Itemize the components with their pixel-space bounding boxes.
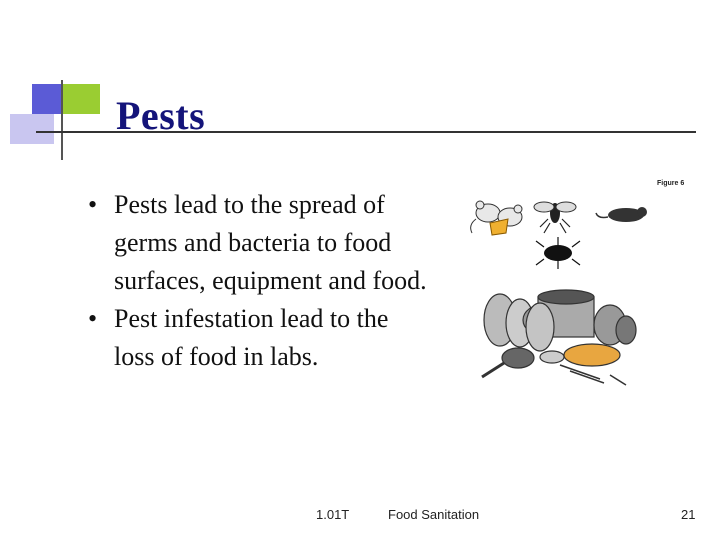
kitchenware-icon <box>482 290 636 385</box>
bullet-symbol: • <box>88 190 98 219</box>
bullet-text: Pest infestation lead to the loss of food in labs. <box>114 304 389 371</box>
rat-icon <box>596 207 647 222</box>
decor-green-square <box>62 84 100 114</box>
bullet-item <box>74 300 434 376</box>
fly-icon <box>534 202 576 233</box>
footer-course-code: 1.01T <box>316 507 350 522</box>
decor-lilac-square <box>10 114 54 144</box>
slide-title: Pests <box>116 93 206 138</box>
bullet-list <box>74 186 434 376</box>
pests-and-kitchenware-illustration <box>460 175 700 405</box>
page-number: 21 <box>681 507 696 522</box>
cockroach-icon <box>536 237 580 269</box>
bullet-symbol: • <box>88 304 98 333</box>
bullet-item <box>74 186 434 300</box>
figure-label: Figure 6 <box>657 180 685 187</box>
bullet-text: Pests lead to the spread of germs and bacteria to food surfaces, equipment and food. <box>114 190 427 295</box>
decor-vertical-line <box>61 80 63 160</box>
footer-title: Food Sanitation <box>388 507 480 522</box>
decor-blue-square <box>32 84 62 114</box>
